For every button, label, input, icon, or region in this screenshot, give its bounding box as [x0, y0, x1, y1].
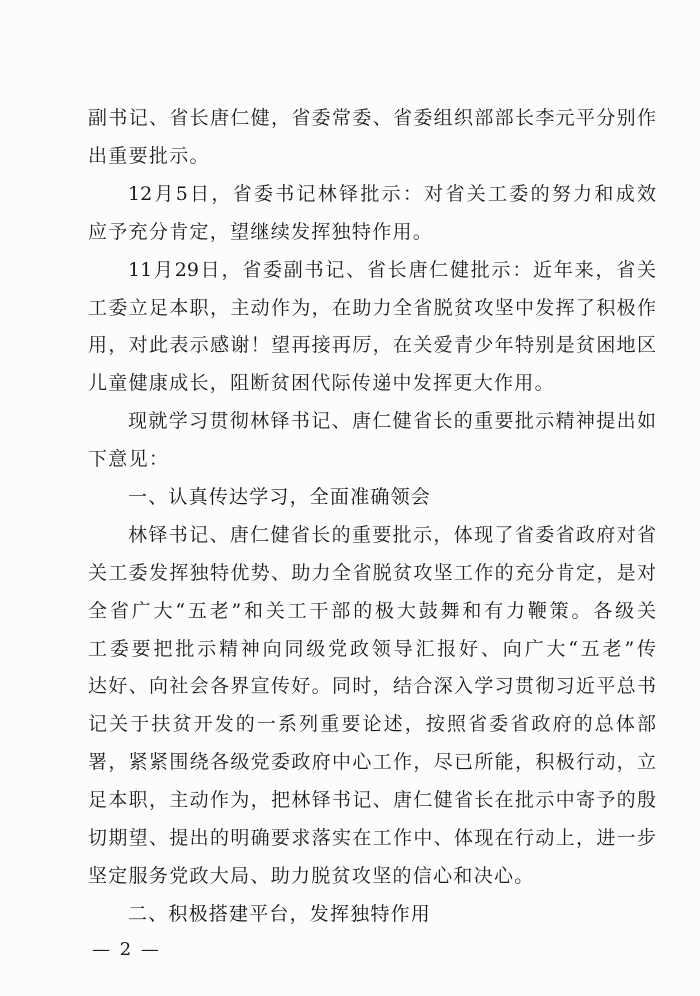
paragraph-line: 关工委发挥独特优势、助力全省脱贫攻坚工作的充分肯定，是对	[88, 562, 656, 584]
paragraph-line: 达好、向社会各界宣传好。同时，结合深入学习贯彻习近平总书	[88, 675, 656, 697]
section-heading: 一、认真传达学习，全面准确领会	[128, 486, 432, 508]
paragraph-line: 工委要把批示精神向同级党政领导汇报好、向广大“五老”传	[88, 638, 656, 660]
paragraph-line: 应予充分肯定，望继续发挥独特作用。	[88, 221, 434, 243]
paragraph-line: 副书记、省长唐仁健，省委常委、省委组织部部长李元平分别作	[88, 107, 656, 129]
paragraph-line: 出重要批示。	[88, 145, 210, 167]
paragraph-line: 12月5日，省委书记林铎批示：对省关工委的努力和成效	[128, 183, 656, 205]
paragraph-line: 足本职，主动作为，把林铎书记、唐仁健省长在批示中寄予的殷	[88, 789, 656, 811]
paragraph-line: 现就学习贯彻林铎书记、唐仁健省长的重要批示精神提出如	[128, 410, 656, 432]
paragraph-line: 全省广大“五老”和关工干部的极大鼓舞和有力鞭策。各级关	[88, 600, 656, 622]
paragraph-line: 下意见：	[88, 448, 170, 470]
paragraph-line: 工委立足本职，主动作为，在助力全省脱贫攻坚中发挥了积极作	[88, 297, 656, 319]
paragraph-line: 坚定服务党政大局、助力脱贫攻坚的信心和决心。	[88, 865, 535, 887]
paragraph-line: 切期望、提出的明确要求落实在工作中、体现在行动上，进一步	[88, 827, 656, 849]
paragraph-line: 用，对此表示感谢！望再接再厉，在关爱青少年特别是贫困地区	[88, 334, 656, 356]
page-number: — 2 —	[92, 939, 161, 960]
paragraph-line: 儿童健康成长，阻断贫困代际传递中发挥更大作用。	[88, 372, 555, 394]
paragraph-line: 11月29日，省委副书记、省长唐仁健批示：近年来，省关	[128, 259, 656, 281]
paragraph-line: 林铎书记、唐仁健省长的重要批示，体现了省委省政府对省	[128, 524, 656, 546]
paragraph-line: 署，紧紧围绕各级党委政府中心工作，尽已所能，积极行动，立	[88, 751, 656, 773]
section-heading: 二、积极搭建平台，发挥独特作用	[128, 903, 432, 925]
paragraph-line: 记关于扶贫开发的一系列重要论述，按照省委省政府的总体部	[88, 713, 656, 735]
